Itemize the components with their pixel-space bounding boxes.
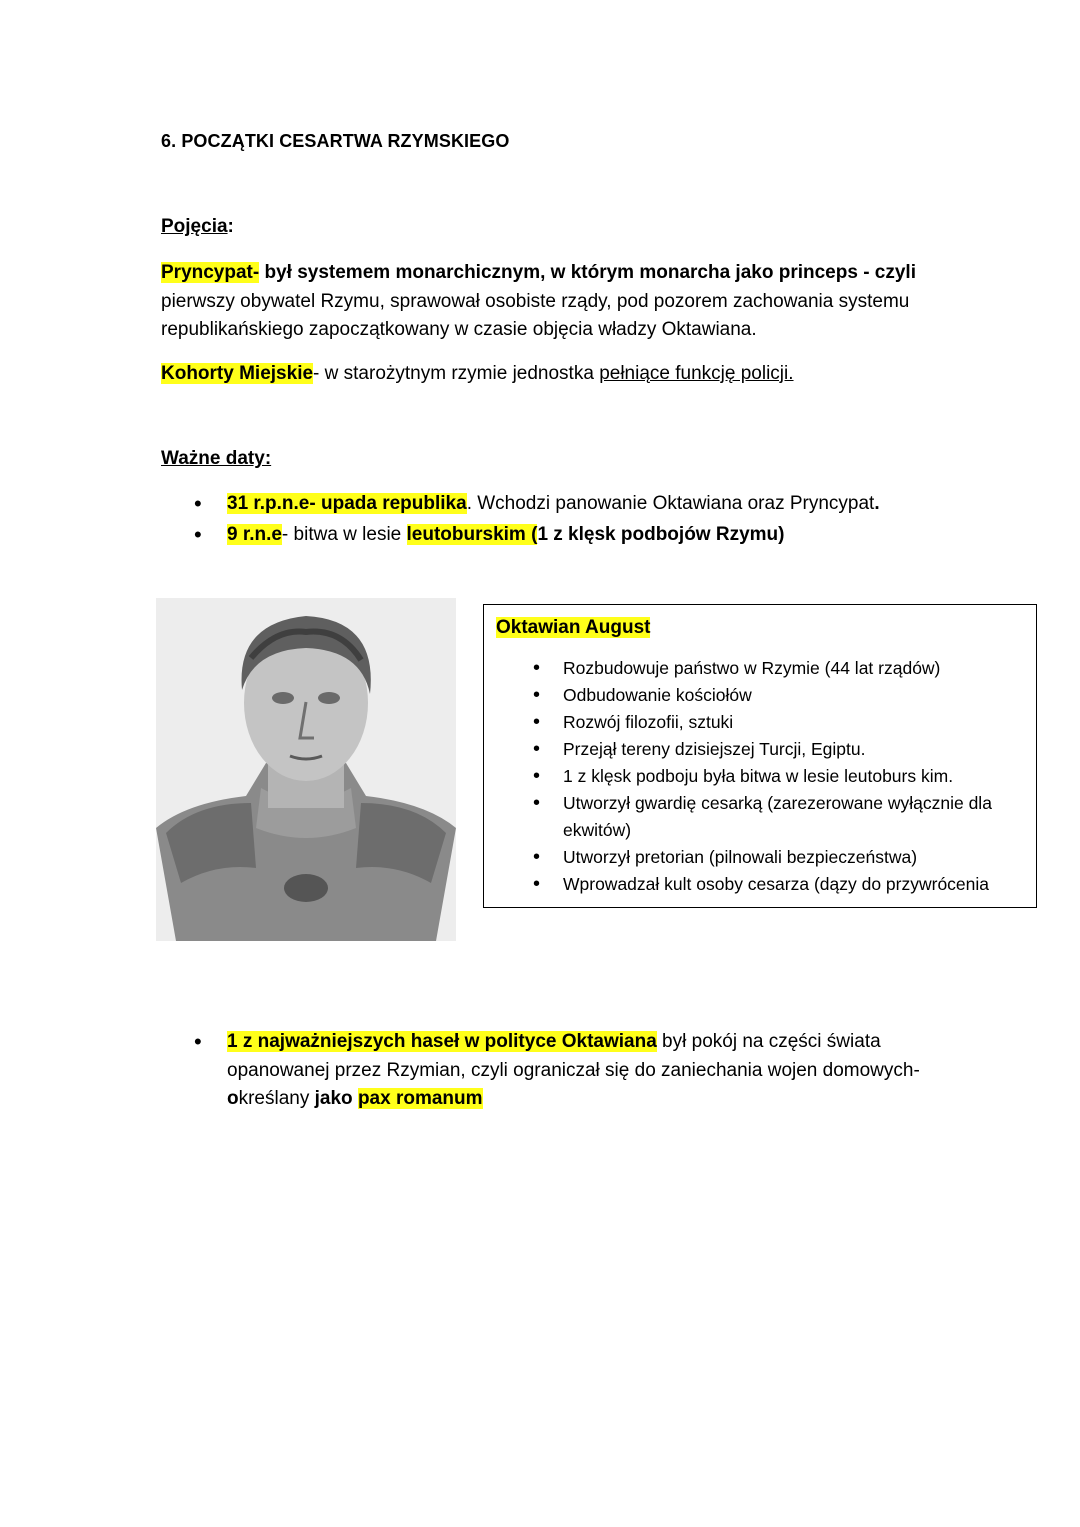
pax-list — [227, 1028, 987, 1114]
list-item: • 9 r.n.e- bitwa w lesie leutoburskim (1 z klęsk podbojów Rzymu) — [227, 519, 1027, 550]
list-item: • Utworzył gwardię cesarką (zarezerowane wyłącznie dla ekwitów) — [563, 790, 1018, 844]
concepts-heading: Pojęcia: — [161, 216, 234, 237]
list-item: • 1 z klęsk podboju była bitwa w lesie leutoburs kim. — [563, 763, 1018, 790]
oktawian-august-box — [483, 604, 1037, 908]
kohorty-term: Kohorty Miejskie — [161, 363, 314, 384]
list-item: • Rozwój filozofii, sztuki — [563, 709, 1018, 736]
kohorty-definition: Kohorty Miejskie- w starożytnym rzymie jednostka pełniące funkcję policji. — [161, 363, 794, 384]
list-item: • Odbudowanie kościołów — [563, 682, 1018, 709]
list-item: • Utworzył pretorian (pilnowali bezpieczeństwa) — [563, 844, 1018, 871]
list-item: • 31 r.p.n.e- upada republika. Wchodzi panowanie Oktawiana oraz Pryncypat. — [227, 488, 1027, 519]
augustus-portrait — [156, 598, 456, 941]
oktawian-list — [563, 655, 1018, 898]
pryncypat-term: Pryncypat- — [161, 262, 260, 283]
pryncypat-definition: Pryncypat- był systemem monarchicznym, w którym monarcha jako princeps - czyli pierwszy obywatel Rzymu, sprawował osobiste rządy, pod pozorem zachowania systemu republikańskiego zapoczątkowany w czasie objęcia władzy Oktawiana. — [161, 262, 916, 340]
list-item: • Wprowadzał kult osoby cesarza (dązy do przywrócenia — [563, 871, 1018, 898]
list-item: • Rozbudowuje państwo w Rzymie (44 lat rządów) — [563, 655, 1018, 682]
box-title: Oktawian August — [496, 617, 651, 638]
page-title: 6. POCZĄTKI CESARTWA RZYMSKIEGO — [161, 131, 510, 151]
list-item: • Przejął tereny dzisiejszej Turcji, Egiptu. — [563, 736, 1018, 763]
list-item: • 1 z najważniejszych haseł w polityce Oktawiana był pokój na części świata opanowanej przez Rzymian, czyli ograniczał się do zaniechania wojen domowych- określany jako pax romanum — [227, 1028, 987, 1114]
dates-heading: Ważne daty: — [161, 448, 272, 469]
dates-list — [227, 488, 1027, 550]
